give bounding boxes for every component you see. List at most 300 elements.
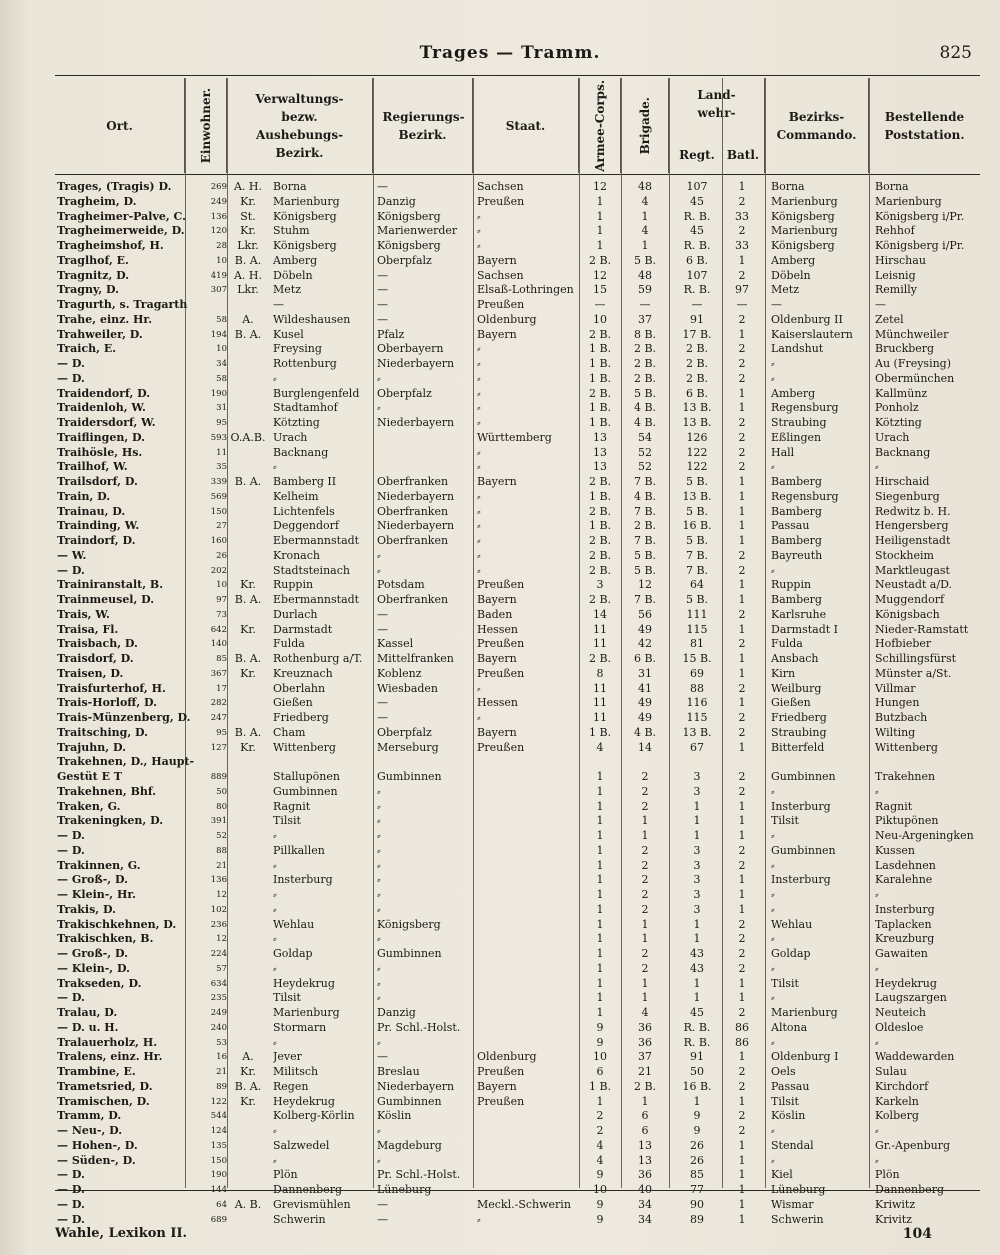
table-row	[55, 460, 980, 475]
footer-signature: Wahle, Lexikon II.	[55, 1226, 188, 1241]
place-name-cell: Trais, W.	[57, 607, 110, 621]
population-cell: 136	[210, 875, 227, 886]
district-cell: Döbeln	[273, 268, 313, 282]
government-district-cell: —	[377, 622, 388, 636]
brigade-cell: 4	[641, 194, 649, 208]
district-cell: Amberg	[273, 253, 318, 267]
district-command-cell: ⸗	[771, 784, 775, 798]
table-row	[55, 1050, 980, 1065]
place-name-cell: Trametsried, D.	[57, 1079, 153, 1093]
table-row	[55, 652, 980, 667]
army-corps-cell: 1	[596, 814, 604, 828]
government-district-cell: Oberfranken	[377, 534, 449, 547]
state-cell: ⸗	[477, 416, 481, 429]
army-corps-cell: 1 B.	[588, 371, 612, 385]
landwehr-battalion-cell: 2	[738, 1124, 746, 1137]
government-district-cell: Niederbayern	[377, 489, 455, 503]
brigade-cell: 7 B.	[633, 475, 657, 488]
admin-type-cell: A. H.	[233, 180, 263, 193]
population-cell: 367	[210, 668, 227, 679]
post-station-cell: Heydekrug	[875, 976, 937, 990]
population-cell: 73	[216, 609, 227, 620]
landwehr-regiment-cell: 2 B.	[685, 342, 709, 356]
government-district-cell: Lüneburg	[377, 1183, 432, 1196]
place-name-cell: Traindorf, D.	[57, 534, 136, 547]
district-cell: Metz	[273, 283, 301, 297]
place-name-cell: Traidendorf, D.	[57, 386, 151, 400]
place-name-cell: Traich, E.	[57, 342, 117, 356]
army-corps-cell: 1 B.	[588, 725, 612, 739]
district-command-cell: Borna	[771, 180, 805, 193]
district-command-cell: Tilsit	[771, 1094, 799, 1108]
post-station-cell: ⸗	[875, 784, 879, 798]
landwehr-battalion-cell: 2	[738, 563, 746, 577]
army-corps-cell: 1 B.	[588, 401, 612, 415]
admin-type-cell: Kr.	[240, 740, 256, 754]
population-cell: 26	[216, 550, 227, 561]
post-station-cell: Au (Freysing)	[875, 357, 952, 370]
government-district-cell: Pr. Schl.-Holst.	[377, 1168, 461, 1182]
place-name-cell: Traisdorf, D.	[57, 652, 134, 665]
district-cell: Darmstadt	[273, 622, 333, 636]
landwehr-battalion-cell: 1	[738, 401, 746, 415]
army-corps-cell: 2 B.	[588, 534, 612, 547]
brigade-cell: 6	[641, 1124, 649, 1137]
army-corps-cell: 10	[593, 312, 607, 326]
landwehr-regiment-cell: 2 B.	[685, 357, 709, 370]
population-cell: 11	[216, 447, 227, 458]
district-cell: Wittenberg	[273, 740, 336, 754]
brigade-cell: 2 B.	[633, 1079, 657, 1093]
landwehr-regiment-cell: 1	[693, 932, 701, 946]
landwehr-regiment-cell: 5 B.	[685, 534, 709, 547]
government-district-cell: —	[377, 312, 388, 326]
district-command-cell: Oels	[771, 1065, 796, 1078]
brigade-cell: 5 B.	[633, 548, 657, 562]
army-corps-cell: 1	[596, 224, 604, 238]
state-cell: ⸗	[477, 563, 481, 577]
state-cell: Bayern	[477, 652, 517, 665]
landwehr-battalion-cell: 1	[738, 991, 746, 1005]
army-corps-cell: 1	[596, 858, 604, 872]
state-cell: Bayern	[477, 725, 517, 739]
landwehr-regiment-cell: 64	[690, 578, 704, 592]
district-command-cell: Gießen	[771, 696, 811, 710]
table-row	[55, 357, 980, 372]
government-district-cell: —	[377, 268, 388, 282]
admin-type-cell: B. A.	[234, 475, 262, 488]
post-station-cell: Karkeln	[875, 1094, 919, 1108]
population-cell: 89	[216, 1081, 227, 1092]
table-row	[55, 741, 980, 756]
post-station-cell: Dannenberg	[875, 1183, 944, 1196]
landwehr-regiment-cell: 43	[690, 961, 704, 975]
landwehr-regiment-cell: 6 B.	[685, 253, 709, 267]
sheet-number: 104	[902, 1226, 932, 1242]
state-cell: ⸗	[477, 489, 481, 503]
place-name-cell: — D.	[57, 991, 85, 1005]
table-row	[55, 1021, 980, 1036]
government-district-cell: ⸗	[377, 991, 381, 1005]
brigade-cell: 2 B.	[633, 342, 657, 356]
admin-type-cell: Lkr.	[237, 239, 259, 252]
post-station-cell: Königsberg i/Pr.	[875, 209, 965, 223]
army-corps-cell: 1	[596, 843, 604, 857]
place-name-cell: Tragheimer-Palve, C.	[57, 209, 186, 223]
government-district-cell: ⸗	[377, 961, 381, 975]
post-station-cell: Königsbach	[875, 607, 940, 621]
district-cell: Backnang	[273, 445, 329, 459]
landwehr-regiment-cell: 2 B.	[685, 371, 709, 385]
state-cell: ⸗	[477, 224, 481, 238]
table-row	[55, 1006, 980, 1021]
landwehr-battalion-cell: 2	[738, 858, 746, 872]
army-corps-cell: 9	[596, 1035, 604, 1049]
post-station-cell: ⸗	[875, 961, 879, 975]
place-name-cell: Tragheimshof, H.	[57, 239, 164, 252]
population-cell: 249	[210, 196, 227, 207]
table-row	[55, 564, 980, 579]
table-row	[55, 431, 980, 446]
place-name-cell: Traihösle, Hs.	[57, 445, 143, 459]
place-name-cell: Trages, (Tragis) D.	[57, 180, 172, 193]
state-cell: Bayern	[477, 475, 517, 488]
table-row	[55, 549, 980, 564]
landwehr-battalion-cell: 1	[738, 1183, 746, 1196]
table-row	[55, 519, 980, 534]
army-corps-cell: 1	[596, 239, 604, 252]
brigade-cell: 59	[638, 283, 652, 297]
brigade-cell: 31	[638, 666, 652, 680]
landwehr-battalion-cell: 1	[738, 504, 746, 518]
population-cell: 58	[216, 314, 227, 325]
district-cell: Dannenberg	[273, 1183, 342, 1196]
state-cell: ⸗	[477, 342, 481, 356]
post-station-cell: ⸗	[875, 1035, 879, 1049]
post-station-cell: Trakehnen	[875, 770, 936, 783]
district-command-cell: ⸗	[771, 932, 775, 946]
brigade-cell: 2	[641, 902, 649, 916]
population-cell: 21	[216, 860, 227, 871]
landwehr-regiment-cell: 116	[686, 696, 708, 710]
place-name-cell: Trakischkehnen, D.	[57, 917, 177, 931]
district-cell: Ebermannstadt	[273, 593, 360, 606]
post-station-cell: Muggendorf	[875, 593, 945, 606]
post-station-cell: Ponholz	[875, 401, 919, 415]
brigade-cell: 52	[638, 445, 652, 459]
government-district-cell: Königsberg	[377, 239, 441, 252]
district-command-cell: Marienburg	[771, 1006, 838, 1019]
state-cell: Sachsen	[477, 180, 524, 193]
army-corps-cell: 1 B.	[588, 357, 612, 370]
state-cell: Preußen	[477, 637, 525, 651]
army-corps-cell: 1	[596, 991, 604, 1005]
landwehr-regiment-cell: 13 B.	[682, 401, 712, 415]
table-row	[55, 947, 980, 962]
landwehr-regiment-cell: R. B.	[683, 209, 711, 223]
place-name-cell: Traisfurterhof, H.	[57, 681, 166, 695]
army-corps-cell: 1	[596, 961, 604, 975]
landwehr-battalion-cell: 2	[738, 445, 746, 459]
government-district-cell: ⸗	[377, 976, 381, 990]
district-command-cell: Bayreuth	[771, 548, 823, 562]
government-district-cell: Danzig	[377, 1006, 416, 1019]
district-command-cell: Oldenburg I	[771, 1050, 839, 1064]
district-cell: Burglengenfeld	[273, 386, 360, 400]
place-name-cell: Trainding, W.	[57, 519, 140, 533]
army-corps-cell: 1	[596, 829, 604, 842]
population-cell: 544	[210, 1111, 227, 1122]
district-cell: Goldap	[273, 947, 313, 960]
table-row	[55, 313, 980, 328]
post-station-cell: Laugszargen	[875, 991, 947, 1005]
district-cell: Jever	[273, 1050, 302, 1064]
brigade-cell: 49	[638, 622, 652, 636]
post-station-cell: Münster a/St.	[875, 666, 952, 680]
district-cell: Stormarn	[273, 1020, 327, 1034]
landwehr-battalion-cell: 2	[738, 1109, 746, 1123]
brigade-cell: 40	[638, 1183, 652, 1196]
table-row	[55, 1213, 980, 1228]
district-cell: Insterburg	[273, 873, 333, 887]
government-district-cell: Oberfranken	[377, 593, 449, 606]
place-name-cell: Tralau, D.	[57, 1006, 118, 1019]
post-station-cell: Hofbieber	[875, 637, 932, 651]
district-cell: ⸗	[273, 1153, 277, 1167]
admin-type-cell: Kr.	[240, 194, 256, 208]
admin-type-cell: Kr.	[240, 578, 256, 592]
brigade-cell: 1	[641, 209, 649, 223]
place-name-cell: Trahe, einz. Hr.	[57, 312, 153, 326]
post-station-cell: Hirschaid	[875, 475, 930, 488]
post-station-cell: Wilting	[875, 725, 916, 739]
post-station-cell: Kallmünz	[875, 386, 928, 400]
table-row	[55, 859, 980, 874]
place-name-cell: Trakehnen, D., Haupt-	[57, 755, 195, 769]
admin-type-cell: B. A.	[234, 1079, 262, 1093]
table-row	[55, 1139, 980, 1154]
government-district-cell: ⸗	[377, 858, 381, 872]
government-district-cell: ⸗	[377, 1153, 381, 1167]
brigade-cell: 52	[638, 460, 652, 474]
district-cell: Lichtenfels	[273, 504, 335, 518]
population-cell: 88	[216, 845, 227, 856]
landwehr-battalion-cell: 1	[738, 696, 746, 710]
brigade-cell: 8 B.	[633, 327, 657, 341]
table-row	[55, 1154, 980, 1169]
landwehr-regiment-cell: 15 B.	[682, 652, 712, 665]
post-station-cell: Königsberg i/Pr.	[875, 239, 965, 252]
district-command-cell: ⸗	[771, 1153, 775, 1167]
post-station-cell: Hengersberg	[875, 519, 949, 533]
district-command-cell: Lüneburg	[771, 1183, 826, 1196]
place-name-cell: Traken, G.	[57, 799, 121, 813]
place-name-cell: — D.	[57, 1197, 85, 1211]
place-name-cell: — Hohen-, D.	[57, 1138, 138, 1152]
army-corps-cell: 11	[593, 711, 607, 724]
landwehr-battalion-cell: 2	[738, 917, 746, 931]
post-station-cell: Obermünchen	[875, 371, 955, 385]
district-command-cell: Tilsit	[771, 976, 799, 990]
landwehr-regiment-cell: 3	[693, 888, 701, 901]
brigade-cell: 6	[641, 1109, 649, 1123]
brigade-cell: 1	[641, 1094, 649, 1108]
table-row	[55, 785, 980, 800]
army-corps-cell: 1	[596, 1094, 604, 1108]
army-corps-cell: 2	[596, 1109, 604, 1123]
district-cell: Heydekrug	[273, 1094, 335, 1108]
brigade-cell: 21	[638, 1065, 652, 1078]
landwehr-regiment-cell: 9	[693, 1124, 701, 1137]
brigade-cell: 2	[641, 858, 649, 872]
landwehr-battalion-cell: 1	[738, 534, 746, 547]
army-corps-cell: 4	[596, 1138, 604, 1152]
brigade-cell: 1	[641, 932, 649, 946]
landwehr-battalion-cell: 2	[738, 548, 746, 562]
government-district-cell: Merseburg	[377, 740, 439, 754]
landwehr-regiment-cell: R. B.	[683, 1020, 711, 1034]
government-district-cell: —	[377, 1197, 388, 1211]
landwehr-regiment-cell: 9	[693, 1109, 701, 1123]
district-cell: Durlach	[273, 607, 318, 621]
header-einwohner: Einwohner.	[185, 78, 227, 173]
brigade-cell: 36	[638, 1035, 652, 1049]
government-district-cell: —	[377, 607, 388, 621]
army-corps-cell: 1 B.	[588, 416, 612, 429]
government-district-cell: Koblenz	[377, 666, 422, 680]
table-row	[55, 1109, 980, 1124]
population-cell: 12	[216, 890, 227, 900]
landwehr-regiment-cell: 77	[690, 1183, 704, 1196]
district-command-cell: ⸗	[771, 829, 775, 842]
landwehr-regiment-cell: 7 B.	[685, 563, 709, 577]
place-name-cell: — D.	[57, 371, 85, 385]
place-name-cell: Trakis, D.	[57, 902, 116, 916]
landwehr-regiment-cell: 1	[693, 799, 701, 813]
table-row	[55, 254, 980, 269]
population-cell: 120	[210, 226, 227, 237]
state-cell: Hessen	[477, 622, 518, 636]
population-cell: 235	[210, 993, 227, 1004]
population-cell: 642	[210, 624, 227, 635]
brigade-cell: 5 B.	[633, 253, 657, 267]
population-cell: 12	[216, 934, 227, 945]
post-station-cell: Stockheim	[875, 548, 934, 562]
landwehr-battalion-cell: 2	[738, 681, 746, 695]
population-cell: 50	[216, 786, 227, 797]
table-row	[55, 667, 980, 682]
government-district-cell: Königsberg	[377, 917, 441, 931]
table-row	[55, 1124, 980, 1139]
landwehr-regiment-cell: 17 B.	[682, 327, 712, 341]
government-district-cell: Oberfranken	[377, 504, 449, 518]
landwehr-regiment-cell: R. B.	[683, 239, 711, 252]
district-cell: Königsberg	[273, 239, 337, 252]
place-name-cell: Trainiranstalt, B.	[57, 578, 164, 592]
post-station-cell: Hirschau	[875, 253, 926, 267]
table-row	[55, 416, 980, 431]
place-name-cell: Gestüt E T	[57, 770, 122, 783]
header-top-rule	[55, 75, 980, 76]
place-name-cell: Trais-Münzenberg, D.	[57, 711, 191, 724]
admin-type-cell: B. A.	[234, 593, 262, 606]
population-cell: 85	[216, 654, 227, 664]
district-cell: Kelheim	[273, 489, 319, 503]
army-corps-cell: 11	[593, 681, 607, 695]
district-command-cell: Bitterfeld	[771, 740, 825, 754]
district-command-cell: Ansbach	[771, 652, 819, 665]
landwehr-regiment-cell: 6 B.	[685, 386, 709, 400]
table-row	[55, 387, 980, 402]
header-brigade: Brigade.	[621, 78, 669, 173]
district-cell: Kötzting	[273, 416, 320, 429]
landwehr-regiment-cell: 115	[686, 711, 708, 724]
table-row	[55, 903, 980, 918]
table-bottom-rule	[55, 1190, 980, 1191]
state-cell: Bayern	[477, 593, 517, 606]
district-cell: Stadtamhof	[273, 401, 338, 415]
population-cell: 27	[216, 521, 227, 532]
district-cell: Heydekrug	[273, 976, 335, 990]
district-command-cell: —	[771, 298, 782, 311]
table-row	[55, 1065, 980, 1080]
landwehr-battalion-cell: 33	[735, 209, 749, 223]
army-corps-cell: 9	[596, 1212, 604, 1226]
population-cell: 249	[210, 1008, 227, 1018]
place-name-cell: Trailsdorf, D.	[57, 475, 138, 488]
government-district-cell: Magdeburg	[377, 1138, 442, 1152]
population-cell: 58	[216, 373, 227, 384]
state-cell: ⸗	[477, 711, 481, 724]
landwehr-regiment-cell: 1	[693, 917, 701, 931]
district-cell: ⸗	[273, 460, 277, 474]
army-corps-cell: 2 B.	[588, 475, 612, 488]
army-corps-cell: 2 B.	[588, 548, 612, 562]
landwehr-battalion-cell: 2	[738, 460, 746, 474]
table-row	[55, 1168, 980, 1183]
army-corps-cell: 15	[593, 283, 607, 297]
population-cell: 339	[210, 477, 227, 487]
post-station-cell: Wittenberg	[875, 740, 938, 754]
place-name-cell: Traisen, D.	[57, 666, 124, 680]
district-command-cell: Schwerin	[771, 1212, 824, 1226]
government-district-cell: ⸗	[377, 829, 381, 842]
population-cell: 95	[216, 727, 227, 738]
landwehr-battalion-cell: 86	[735, 1035, 749, 1049]
brigade-cell: 2 B.	[633, 519, 657, 533]
army-corps-cell: 2	[596, 1124, 604, 1137]
army-corps-cell: 1	[596, 799, 604, 813]
post-station-cell: Marienburg	[875, 194, 942, 208]
district-cell: Wildeshausen	[273, 312, 351, 326]
army-corps-cell: 11	[593, 622, 607, 636]
admin-type-cell: A. H.	[233, 268, 263, 282]
post-station-cell: Marktleugast	[875, 563, 950, 577]
post-station-cell: Plön	[875, 1168, 900, 1182]
table-row	[55, 682, 980, 697]
running-header	[0, 43, 1000, 69]
army-corps-cell: 9	[596, 1197, 604, 1211]
landwehr-regiment-cell: 3	[693, 902, 701, 916]
place-name-cell: Trailhof, W.	[57, 460, 128, 474]
government-district-cell: ⸗	[377, 873, 381, 887]
government-district-cell: —	[377, 1050, 388, 1064]
brigade-cell: 2	[641, 873, 649, 887]
government-district-cell: Oberpfalz	[377, 253, 432, 267]
landwehr-regiment-cell: 16 B.	[682, 519, 712, 533]
admin-type-cell: B. A.	[234, 327, 262, 341]
landwehr-regiment-cell: 3	[693, 858, 701, 872]
